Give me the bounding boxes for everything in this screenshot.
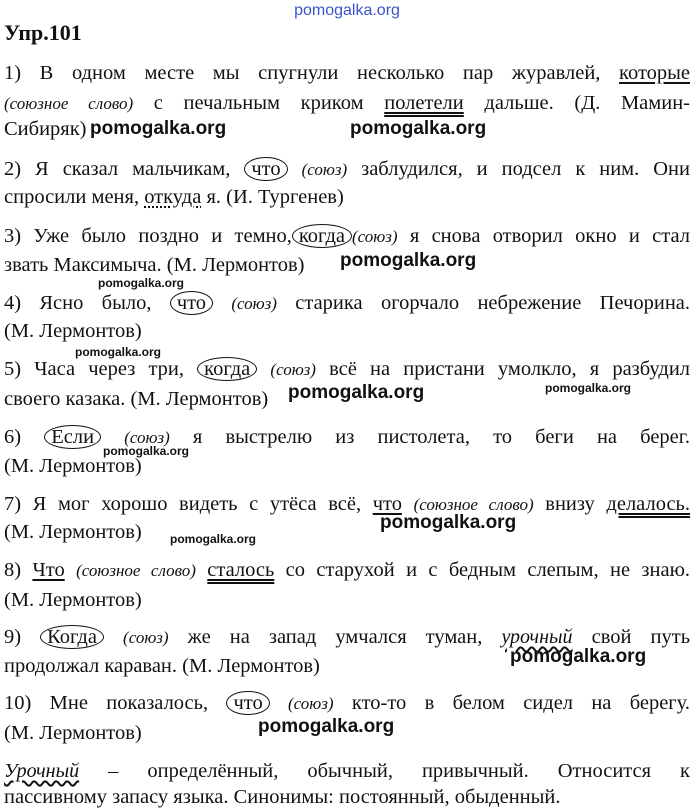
text: я выстрелю из пистолета, то беги на берег. <box>192 426 690 448</box>
circled-word-esli: Если <box>44 425 101 449</box>
text: 3) Уже было поздно и темно, <box>4 225 292 247</box>
text: – определённый, обычный, привычный. Относится к <box>108 760 690 782</box>
sentence-1-line-1 <box>4 60 690 86</box>
watermark: pomogalka.org <box>545 381 632 395</box>
word-chto: что <box>372 493 402 515</box>
sentence-10-line-1 <box>4 690 690 717</box>
text: я. (И. Тургенев) <box>206 186 344 208</box>
sentence-1-line-2 <box>4 90 690 117</box>
word-chto: Что <box>32 559 65 581</box>
grammar-note: (союз) <box>270 360 316 379</box>
grammar-note: (союз) <box>301 160 348 179</box>
text: 8) <box>4 559 22 581</box>
circled-word-chto: что <box>170 291 213 315</box>
text: 4) Ясно было, <box>4 292 152 314</box>
watermark: pomogalka.org <box>90 118 227 139</box>
watermark: pomogalka.org <box>75 345 162 359</box>
definition-line-2: пассивному запасу языка. Синонимы: постоянный, обыденный. <box>4 786 561 808</box>
text: с печальным криком <box>153 92 364 114</box>
circled-word-chto: что <box>226 691 269 715</box>
grammar-note: (союзное слово) <box>76 561 196 580</box>
watermark: pomogalka.org <box>103 444 190 458</box>
text: внизу <box>545 493 595 515</box>
circled-word-kogda: когда <box>292 224 352 248</box>
watermark: pomogalka.org <box>170 532 257 546</box>
word-kotorye: которые <box>619 62 691 84</box>
grammar-note: (союзное слово) <box>413 495 534 514</box>
text: 2) Я сказал мальчикам, <box>4 158 231 180</box>
watermark: pomogalka.org <box>510 646 647 667</box>
defined-word: Урочный <box>4 760 80 782</box>
grammar-note: (союзное слово) <box>4 94 134 113</box>
sentence-1-line-3: Сибиряк) <box>4 118 87 140</box>
circled-word-kogda: Когда <box>40 625 104 649</box>
text: 9) <box>4 626 22 648</box>
grammar-note: (союз) <box>231 294 277 313</box>
watermark: pomogalka.org <box>288 382 425 403</box>
text: 6) <box>4 426 22 448</box>
circled-word-kogda: когда <box>197 357 257 381</box>
sentence-3-line-1 <box>4 223 690 250</box>
grammar-note: (союз) <box>123 628 169 647</box>
grammar-note: (союз) <box>288 694 334 713</box>
text: дальше. (Д. Мамин- <box>484 92 691 114</box>
exercise-title: Упр.101 <box>4 20 82 45</box>
grammar-note: (союз) <box>124 428 170 447</box>
sentence-8-line-2: (М. Лермонтов) <box>4 589 142 611</box>
text: 1) В одном месте мы спугнули несколько пар журавлей, <box>4 62 601 84</box>
word-delalos: делалось. <box>606 493 691 515</box>
text: 5) Часа через три, <box>4 358 185 380</box>
watermark: pomogalka.org <box>340 250 477 271</box>
word-otkuda: откуда <box>144 186 202 208</box>
sentence-7-line-2: (М. Лермонтов) <box>4 521 142 543</box>
word-urochny: урочный <box>501 626 573 648</box>
sentence-8-line-1 <box>4 557 690 584</box>
text: 10) Мне показалось, <box>4 692 209 714</box>
sentence-2-line-2 <box>4 184 344 210</box>
watermark: pomogalka.org <box>350 118 487 139</box>
text: же на запад умчался туман, <box>187 626 483 648</box>
sentence-7-line-1 <box>4 491 690 518</box>
sentence-10-line-2: (М. Лермонтов) <box>4 722 142 744</box>
grammar-note: (союз) <box>351 227 398 246</box>
text: старика огорчало небрежение Печорина. <box>295 292 691 314</box>
text: всё на пристани умолкло, я разбудил <box>329 358 691 380</box>
watermark: pomogalka.org <box>98 276 185 290</box>
watermark: pomogalka.org <box>380 512 517 533</box>
sentence-9-line-2: продолжал караван. (М. Лермонтов) <box>4 655 320 677</box>
text: я снова отворил окно и стал <box>409 225 690 247</box>
definition-line-1 <box>4 758 690 784</box>
text: 7) Я мог хорошо видеть с утёса всё, <box>4 493 362 515</box>
word-poleteli: полетели <box>384 92 464 114</box>
text: спросили меня, <box>4 186 140 208</box>
sentence-2-line-1 <box>4 156 690 183</box>
text: со старухой и с бедным слепым, не знаю. <box>285 559 691 581</box>
site-watermark-top: pomogalka.org <box>294 2 400 19</box>
watermark: pomogalka.org <box>258 716 395 737</box>
text: свой путь <box>591 626 691 648</box>
sentence-6-line-2: (М. Лермонтов) <box>4 455 142 477</box>
sentence-4-line-1 <box>4 290 690 317</box>
word-stalos: сталось <box>207 559 275 581</box>
text: заблудился, и подсел к ним. Они <box>361 158 690 180</box>
sentence-5-line-2: своего казака. (М. Лермонтов) <box>4 388 269 410</box>
circled-word-chto: что <box>244 157 287 181</box>
text: кто-то в белом сидел на берегу. <box>351 692 691 714</box>
sentence-4-line-2: (М. Лермонтов) <box>4 320 142 342</box>
sentence-3-line-2: звать Максимыча. (М. Лермонтов) <box>4 254 305 276</box>
sentence-5-line-1 <box>4 356 690 383</box>
